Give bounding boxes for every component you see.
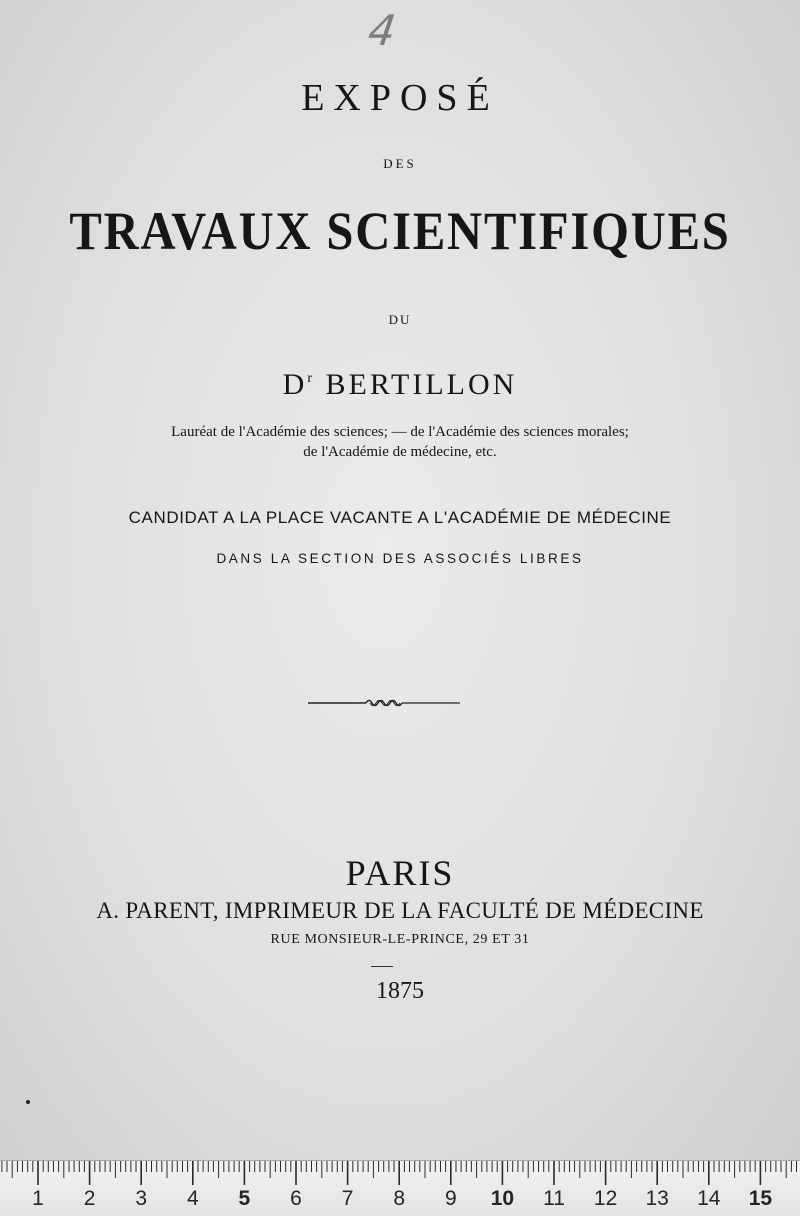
ruler-label: 2 [83,1187,96,1210]
ruler-label: 15 [748,1187,773,1210]
publication-year: 1875 [376,978,424,1004]
ruler-label: 4 [186,1187,199,1210]
main-title: TRAVAUX SCIENTIFIQUES [69,201,731,261]
ruler-label: 8 [393,1187,406,1210]
credentials-line-2: de l'Académie de médecine, etc. [303,444,497,460]
city: PARIS [345,853,455,893]
ruler-label: 10 [490,1187,515,1210]
ornament-divider-icon [308,696,460,710]
printer-line: A. PARENT, IMPRIMEUR DE LA FACULTÉ DE MÉDECINE [96,898,704,923]
connector-des: DES [383,156,417,171]
handwritten-page-number: 4 [365,6,399,55]
author-line [0,368,800,402]
connector-du: DU [388,312,412,327]
measuring-ruler [0,1160,800,1216]
ink-speck [26,1100,30,1104]
candidacy-line: CANDIDAT A LA PLACE VACANTE A L'ACADÉMIE DE MÉDECINE [128,508,672,527]
ruler-label: 3 [135,1187,148,1210]
ruler-label: 5 [238,1187,251,1210]
ruler-label: 12 [593,1187,618,1210]
ruler-label: 13 [645,1187,669,1210]
ruler-label: 14 [697,1187,721,1210]
credentials-line-1: Lauréat de l'Académie des sciences; — de l'Académie des sciences morales; [171,424,629,440]
ruler-label: 1 [32,1187,44,1210]
ruler-label: 7 [341,1187,354,1210]
ruler-ticks [0,1161,800,1187]
author-name: BERTILLON [325,368,518,401]
ruler-label: 6 [290,1187,302,1210]
short-rule [371,966,393,967]
heading: EXPOSÉ [301,77,499,119]
ruler-label: 9 [444,1187,457,1210]
author-prefix: D [282,368,308,401]
author-prefix-superscript: r [307,371,315,386]
section-line: DANS LA SECTION DES ASSOCIÉS LIBRES [216,551,584,566]
street-line: RUE MONSIEUR-LE-PRINCE, 29 ET 31 [270,932,530,947]
ruler-label: 11 [543,1187,565,1210]
